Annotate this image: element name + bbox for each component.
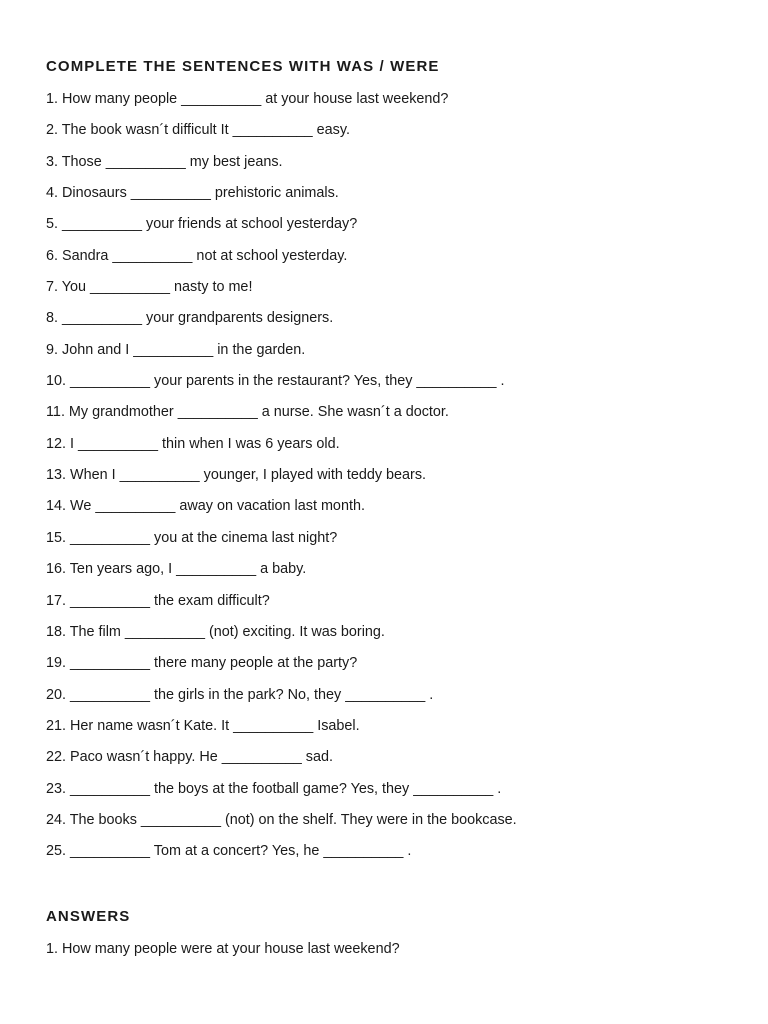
exercise-item: 25. __________ Tom at a concert? Yes, he __________ . [46, 843, 412, 860]
exercise-item: 18. The film __________ (not) exciting. It was boring. [46, 623, 385, 640]
exercise-item: 1. How many people __________ at your house last weekend? [46, 91, 449, 107]
exercise-item: 8. __________ your grandparents designers. [46, 310, 334, 327]
exercise-item: 7. You __________ nasty to me! [46, 279, 253, 296]
exercise-item: 9. John and I __________ in the garden. [46, 341, 306, 358]
exercise-item: 2. The book wasn´t difficult It __________ easy. [46, 122, 351, 139]
answers-heading: ANSWERS [46, 908, 131, 925]
exercise-item: 17. __________ the exam difficult? [46, 592, 270, 609]
exercise-item: 15. __________ you at the cinema last night? [46, 529, 338, 546]
exercise-item: 24. The books __________ (not) on the shelf. They were in the bookcase. [46, 811, 517, 828]
exercise-item: 11. My grandmother __________ a nurse. She wasn´t a doctor. [46, 404, 449, 421]
exercise-item: 12. I __________ thin when I was 6 years old. [46, 435, 340, 452]
exercise-item: 21. Her name wasn´t Kate. It __________ Isabel. [46, 717, 360, 734]
exercise-item: 13. When I __________ younger, I played with teddy bears. [46, 467, 427, 484]
answer-item: 1. How many people were at your house last weekend? [46, 941, 400, 957]
exercise-item: 3. Those __________ my best jeans. [46, 153, 283, 170]
exercise-item: 20. __________ the girls in the park? No, they __________ . [46, 686, 434, 703]
exercise-item: 5. __________ your friends at school yesterday? [46, 216, 358, 233]
worksheet-title: COMPLETE THE SENTENCES WITH WAS / WERE [46, 58, 440, 75]
exercise-item: 10. __________ your parents in the restaurant? Yes, they __________ . [46, 373, 505, 390]
exercise-item: 14. We __________ away on vacation last month. [46, 498, 365, 515]
exercise-item: 19. __________ there many people at the party? [46, 655, 358, 672]
exercise-item: 4. Dinosaurs __________ prehistoric animals. [46, 185, 339, 202]
exercise-item: 22. Paco wasn´t happy. He __________ sad. [46, 749, 333, 766]
exercise-list [46, 89, 517, 873]
exercise-item: 16. Ten years ago, I __________ a baby. [46, 561, 307, 578]
exercise-item: 23. __________ the boys at the football game? Yes, they __________ . [46, 780, 502, 797]
exercise-item: 6. Sandra __________ not at school yesterday. [46, 247, 348, 264]
answer-list [46, 939, 400, 970]
